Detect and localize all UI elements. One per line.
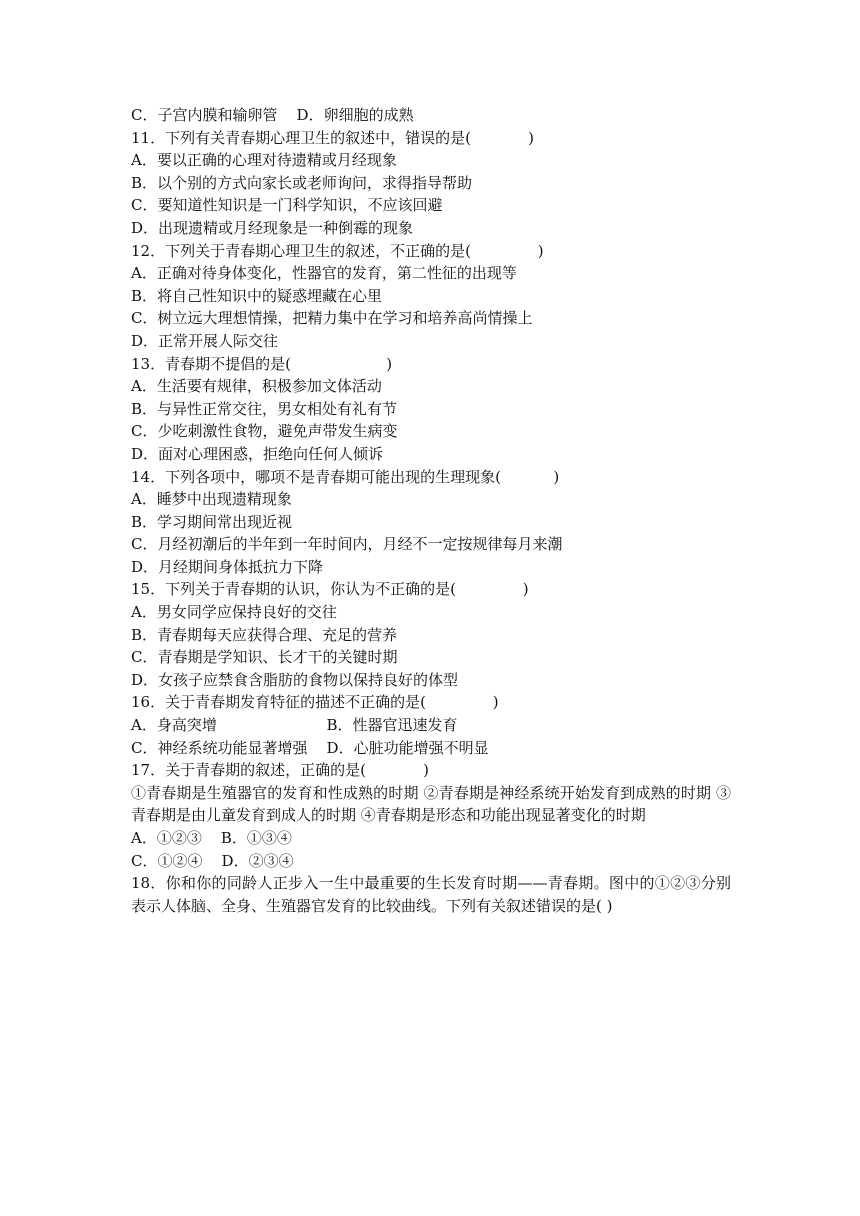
option-line: C．①②④ D．②③④: [131, 851, 294, 870]
option-line: D．面对心理困惑，拒绝向任何人倾诉: [131, 444, 384, 463]
question-17-statements: ①青春期是生殖器官的发育和性成熟的时期 ②青春期是神经系统开始发育到成熟的时期 ③青春期是由儿童发育到成人的时期 ④青春期是形态和功能出现显著变化的时期: [131, 783, 731, 825]
option-line: C．青春期是学知识、长才干的关键时期: [131, 648, 398, 667]
option-line: A．男女同学应保持良好的交往: [131, 603, 337, 622]
question-15-stem: 15．下列关于青春期的认识，你认为不正确的是( ): [131, 580, 529, 599]
option-line: C．要知道性知识是一门科学知识，不应该回避: [131, 196, 443, 215]
question-18-stem: 18．你和你的同龄人正步入一生中最重要的生长发育时期——青春期。图中的①②③分别表示人体脑、全身、生殖器官发育的比较曲线。下列有关叙述错误的是( ): [131, 874, 731, 915]
question-11-stem: 11．下列有关青春期心理卫生的叙述中，错误的是( ): [131, 128, 535, 147]
option-line: B．将自己性知识中的疑惑埋藏在心里: [131, 286, 383, 305]
option-line: B．以个别的方式向家长或老师询问，求得指导帮助: [131, 173, 473, 192]
option-line: D．女孩子应禁食含脂肪的食物以保持良好的体型: [131, 670, 459, 689]
option-line: A．要以正确的心理对待遗精或月经现象: [131, 151, 397, 170]
question-13-stem: 13．青春期不提倡的是( ): [131, 354, 393, 373]
option-line: D．出现遗精或月经现象是一种倒霉的现象: [131, 218, 414, 237]
option-line: A．睡梦中出现遗精现象: [131, 490, 292, 509]
option-line: C．月经初潮后的半年到一年时间内，月经不一定按规律每月来潮: [131, 535, 563, 554]
question-14-stem: 14．下列各项中，哪项不是青春期可能出现的生理现象( ): [131, 467, 560, 486]
option-line: D．月经期间身体抵抗力下降: [131, 557, 324, 576]
option-line: B．青春期每天应获得合理、充足的营养: [131, 625, 398, 644]
question-16-stem: 16．关于青春期发育特征的描述不正确的是( ): [131, 693, 499, 712]
option-line: C．少吃刺激性食物，避免声带发生病变: [131, 422, 398, 441]
option-line: B．学习期间常出现近视: [131, 512, 293, 531]
option-line: A．正确对待身体变化，性器官的发育，第二性征的出现等: [131, 264, 517, 283]
question-17-stem: 17．关于青春期的叙述，正确的是( ): [131, 761, 430, 780]
question-12-stem: 12．下列关于青春期心理卫生的叙述，不正确的是( ): [131, 241, 544, 260]
option-line: A．身高突增 B．性器官迅速发育: [131, 716, 458, 735]
option-line: A．①②③ B．①③④: [131, 829, 292, 847]
document-page: [131, 104, 731, 917]
text-line: C．子宫内膜和输卵管 D．卵细胞的成熟: [131, 106, 414, 124]
option-line: A．生活要有规律，积极参加文体活动: [131, 377, 382, 396]
option-line: C．树立远大理想情操，把精力集中在学习和培养高尚情操上: [131, 309, 533, 328]
option-line: D．正常开展人际交往: [131, 331, 279, 350]
option-line: C．神经系统功能显著增强 D．心脏功能增强不明显: [131, 738, 489, 757]
option-line: B．与异性正常交往，男女相处有礼有节: [131, 399, 398, 418]
